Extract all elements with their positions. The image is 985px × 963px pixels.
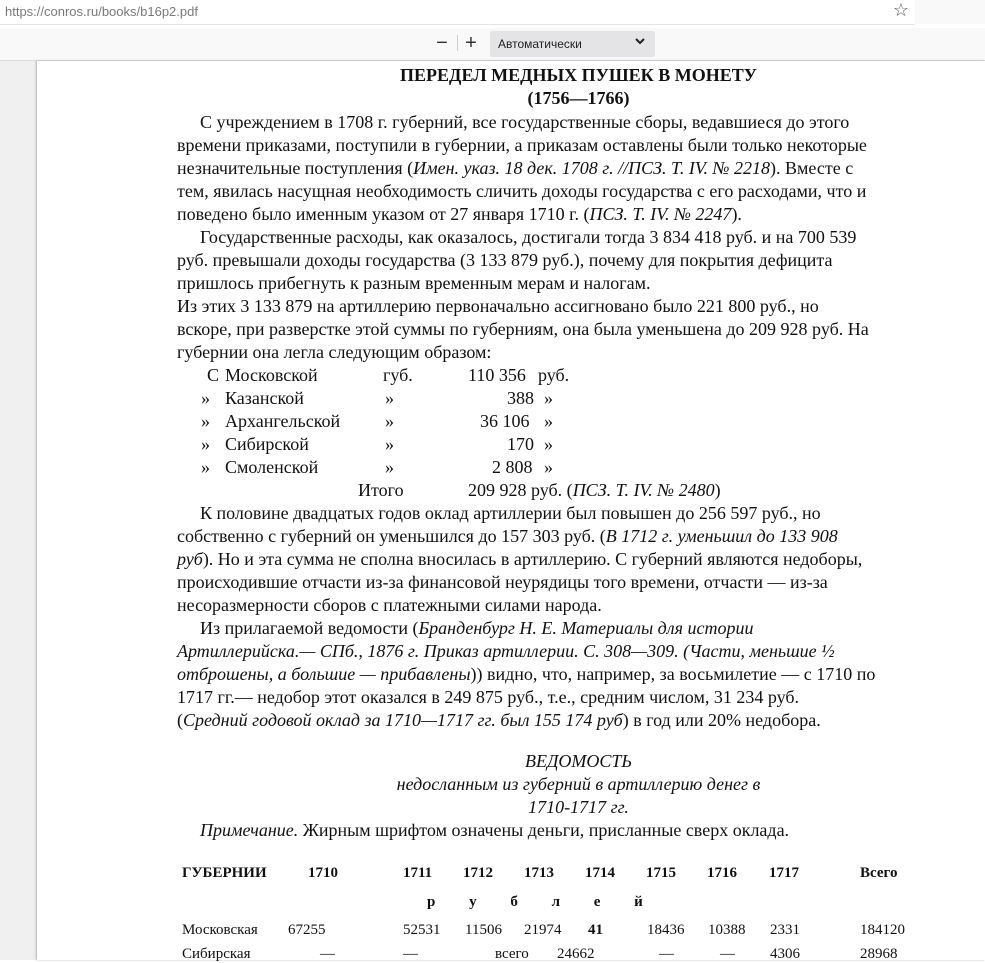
toolbar-separator — [457, 35, 458, 51]
p2-line2: руб. превышали доходы государства (3 133 879 руб.), почему для покрытия дефицита — [177, 250, 833, 270]
citation: Имен. указ. 18 дек. 1708 г. //ПСЗ. Т. IV. № 2218 — [413, 158, 771, 178]
text-span: Итого — [358, 480, 404, 500]
table-cell: 10388 — [708, 922, 746, 938]
p5-line3 — [177, 663, 875, 686]
text-span: Московской — [225, 365, 318, 385]
zoom-select[interactable] — [490, 31, 655, 57]
citation: В 1712 г. уменьшил до 133 908 — [605, 526, 838, 546]
vedomost-subtitle-1: недосланным из губерний в артиллерию денег в — [396, 774, 761, 794]
text-span: Архангельской — [225, 411, 341, 431]
zoom-in-button[interactable]: + — [465, 32, 477, 54]
text-span: » — [385, 434, 394, 454]
p1-line2: времени приказами, поступили в губернии, а приказам оставлены были только некоторые — [177, 135, 867, 155]
p3-line3: губернии она легла следующим образом: — [177, 342, 492, 362]
text-span: » — [544, 411, 553, 431]
zoom-out-button[interactable]: − — [436, 32, 448, 54]
text-span: ) в год или 20% недобора. — [622, 710, 821, 730]
text-span: 2 808 — [492, 457, 533, 477]
text-span: » — [544, 457, 553, 477]
text-span: руб. — [538, 365, 570, 385]
text-span: ) — [714, 480, 721, 500]
table-cell: 21974 — [524, 922, 562, 938]
p4-line5: несоразмерности сборов с платежными силами народа. — [177, 595, 602, 615]
text-span: ). Но и эта сумма не сполна вносилась в артиллерию. С губерний являются недоборы, — [202, 549, 863, 569]
text-span: » — [201, 388, 210, 408]
table-cell: 184120 — [860, 922, 905, 938]
p5-line4: 1717 гг.— недобор этот оказался в 249 875 руб., т.е., средним числом, 31 234 руб. — [177, 687, 800, 707]
text-span: руб — [177, 549, 203, 569]
text-span: » — [385, 457, 394, 477]
text-span: Средний годовой оклад за 1710—1717 гг. был 155 174 руб — [183, 710, 623, 730]
text-span: незначительные поступления ( — [177, 158, 414, 178]
text-span: » — [544, 434, 553, 454]
table-cell: 67255 — [288, 922, 326, 938]
p4-line4: происходившие отчасти из-за финансовой неурядицы того времени, отчасти — из-за — [177, 572, 828, 592]
p1-line5 — [177, 203, 742, 226]
text-span: ( — [177, 710, 183, 730]
column-header: 1714 — [585, 865, 615, 881]
table-cell: 2331 — [770, 922, 800, 938]
doc-title: ПЕРЕДЕЛ МЕДНЫХ ПУШЕК В МОНЕТУ — [400, 65, 757, 85]
text-span: » — [201, 457, 210, 477]
text-span: ). — [731, 204, 742, 224]
table-cell: 4306 — [770, 946, 800, 962]
pdf-page — [37, 61, 985, 960]
text-span: » — [201, 411, 210, 431]
table-cell: — — [320, 946, 335, 962]
column-header: 1710 — [308, 865, 338, 881]
p4-line2 — [177, 525, 838, 548]
table-cell: 52531 — [403, 922, 441, 938]
text-span: Сибирской — [225, 434, 309, 454]
p2-line1: Государственные расходы, как оказалось, достигали тогда 3 834 418 руб. и на 700 539 — [200, 227, 857, 247]
text-span: Из прилагаемой ведомости ( — [200, 618, 419, 638]
text-span: поведено было именным указом от 27 января 1710 г. ( — [177, 204, 590, 224]
p4-line3 — [177, 548, 862, 571]
table-cell: всего — [495, 946, 529, 962]
chevron-down-icon — [635, 36, 645, 49]
text-span: 388 — [507, 388, 534, 408]
text-span: » — [544, 388, 553, 408]
p3-line2: вскоре, при разверстке этой суммы по губерниям, она была уменьшена до 209 928 руб. На — [177, 319, 869, 339]
text-span: губ. — [383, 365, 413, 385]
pdf-toolbar — [0, 28, 985, 61]
text-span: 170 — [507, 434, 534, 454]
text-span: » — [385, 411, 394, 431]
bookmark-star-icon[interactable]: ☆ — [892, 0, 909, 20]
p4-line1: К половине двадцатых годов оклад артиллерии был повышен до 256 597 руб., но — [200, 503, 821, 523]
table-cell: Сибирская — [182, 946, 251, 962]
column-header: 1716 — [707, 865, 737, 881]
text-span: 36 106 — [480, 411, 530, 431]
column-header: 1717 — [769, 865, 799, 881]
column-header: 1712 — [463, 865, 493, 881]
table-cell: Московская — [182, 922, 258, 938]
zoom-select-value: Автоматически — [498, 37, 582, 51]
doc-years: (1756—1766) — [527, 88, 630, 108]
text-span: Жирным шрифтом означены деньги, присланные сверх оклада. — [298, 820, 790, 840]
unit-row: р у б л е й — [427, 894, 658, 910]
text-span: Казанской — [225, 388, 304, 408]
table-cell: — — [659, 946, 674, 962]
column-header: 1715 — [646, 865, 676, 881]
p1-line4: тем, явилась насущная необходимость сличить доходы государства с его расходами, что и — [177, 181, 867, 201]
table-cell: — — [720, 946, 735, 962]
toolbar-spacer — [915, 0, 985, 24]
text-span: » — [201, 434, 210, 454]
column-header: Всего — [860, 865, 898, 881]
p1-line3 — [177, 157, 853, 180]
address-bar[interactable] — [0, 0, 915, 25]
p5-line2: Артиллерийска.— СПб., 1876 г. Приказ артиллерии. С. 308—309. (Части, меньшие ½ — [177, 641, 835, 661]
table-cell: 41 — [588, 922, 603, 938]
table-cell: 18436 — [647, 922, 685, 938]
p2-line3: пришлось прибегнуть к разным временным мерам и налогам. — [177, 273, 651, 293]
table-cell: — — [403, 946, 418, 962]
column-header: 1711 — [403, 865, 433, 881]
text-span: 209 928 руб. ( — [468, 480, 573, 500]
text-span — [468, 479, 721, 502]
text-span: отброшены, а большие — прибавлены — [177, 664, 471, 684]
text-span: Смоленской — [225, 457, 319, 477]
vedomost-subtitle-2: 1710-1717 гг. — [528, 797, 629, 817]
column-header: 1713 — [524, 865, 554, 881]
p5-line1 — [200, 617, 753, 640]
text-span: Примечание. — [200, 820, 299, 840]
url-text[interactable]: https://conros.ru/books/b16p2.pdf — [5, 4, 198, 19]
text-span: С — [207, 365, 220, 385]
p3-line1: Из этих 3 133 879 на артиллерию первоначально ассигновано было 221 800 руб., но — [177, 296, 819, 316]
text-span: 110 356 — [468, 365, 526, 385]
text-span: » — [385, 388, 394, 408]
column-header: ГУБЕРНИИ — [182, 865, 267, 881]
text-span: )) видно, что, например, за восьмилетие — с 1710 по — [470, 664, 876, 684]
citation: Бранденбург Н. Е. Материалы для истории — [418, 618, 754, 638]
p1-line1: С учреждением в 1708 г. губерний, все государственные сборы, ведавшиеся до этого — [200, 112, 850, 132]
text-span: ). Вместе с — [770, 158, 854, 178]
p5-line5 — [177, 709, 821, 732]
text-span: ПСЗ. Т. IV. № 2480 — [572, 480, 715, 500]
vedomost-title: ВЕДОМОСТЬ — [524, 751, 633, 771]
table-cell: 24662 — [557, 946, 595, 962]
table-cell: 28968 — [860, 946, 898, 962]
vedomost-note — [200, 819, 789, 842]
text-span: собственно с губерний он уменьшился до 157 303 руб. ( — [177, 526, 606, 546]
table-cell: 11506 — [465, 922, 502, 938]
citation: ПСЗ. Т. IV. № 2247 — [589, 204, 732, 224]
